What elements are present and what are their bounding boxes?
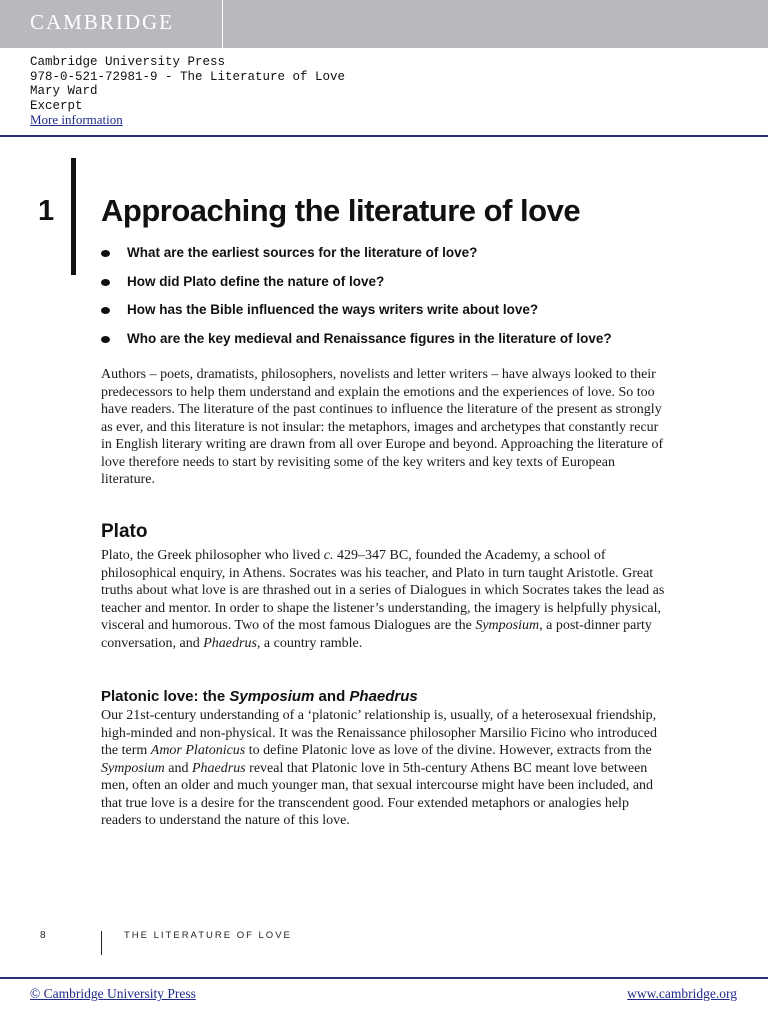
platonic-text-4: reveal that Platonic love in 5th-century Athens BC meant love between men, often an older and much younger man, that sexual intercourse might have been included, and that true love is a desire for the transcendent good. Four extended metaphors or analogies help readers to understand the nature of this love.: [101, 760, 654, 828]
intro-text: Authors – poets, dramatists, philosophers, novelists and letter writers – have always looked to their predecessors to help them understand and explain the emotions and the experiences of love. So too have readers. The literature of the past continues to influence the literature of the present as strongly as ever, and this literature is not insular: the metaphors, images and archetypes that constantly recur in English literary writing are drawn from all over Europe and beyond. Approaching the literature of love therefore needs to start by revisiting some of the key writers and key texts of European literature.: [101, 367, 664, 487]
author-name: Mary Ward: [30, 84, 98, 99]
platonic-love-heading: [101, 688, 418, 705]
plato-circa: c.: [323, 548, 334, 563]
question-text: What are the earliest sources for the literature of love?: [127, 245, 478, 260]
platonic-heading-phaedrus: Phaedrus: [349, 688, 418, 705]
platonic-paragraph: [101, 707, 671, 830]
platonic-text-1: Our 21st-century understanding of a ‘platonic’ relationship is, usually, of a heterosexual friendship, high-minded and non-physical. It was the Renaissance philosopher Marsilio Ficino who introduced the term: [101, 708, 658, 758]
plato-heading: Plato: [101, 521, 148, 542]
question-text: How did Plato define the nature of love?: [127, 273, 385, 289]
isbn-title: 978-0-521-72981-9 - The Literature of Love: [30, 69, 346, 84]
bullet-icon: [101, 336, 110, 343]
chapter-title: Approaching the literature of love: [101, 193, 581, 228]
question-item: [101, 300, 612, 329]
platonic-symposium: Symposium: [101, 760, 165, 776]
platonic-heading-text: Platonic love: the: [101, 688, 230, 705]
excerpt-label: Excerpt: [30, 98, 83, 113]
platonic-heading-and: and: [314, 688, 350, 705]
banner-divider: [222, 0, 223, 48]
running-title: THE LITERATURE OF LOVE: [124, 930, 292, 941]
platonic-text: [101, 707, 671, 830]
question-item: [101, 329, 612, 358]
bullet-icon: [101, 279, 110, 286]
platonic-heading-symposium: Symposium: [229, 688, 315, 705]
platonic-text-3: and: [164, 760, 192, 776]
footer-divider: [101, 931, 102, 955]
plato-text-3: , a post-dinner party conversation, and: [101, 618, 652, 651]
plato-text-4: a country ramble.: [260, 635, 363, 651]
more-information-link[interactable]: More information: [30, 112, 123, 128]
footer-rule: [0, 977, 768, 979]
plato-phaedrus: Phaedrus,: [203, 635, 261, 651]
page-number: 8: [40, 930, 46, 941]
publisher-name: Cambridge University Press: [30, 55, 226, 69]
website-link[interactable]: www.cambridge.org: [627, 986, 737, 1001]
question-item: [101, 272, 612, 301]
question-item: [101, 243, 612, 272]
question-text: How has the Bible influenced the ways writers write about love?: [127, 302, 539, 317]
platonic-text-2: to define Platonic love as love of the divine. However, extracts from the: [245, 743, 652, 758]
plato-paragraph: [101, 547, 671, 652]
copyright-link[interactable]: © Cambridge University Press: [30, 986, 196, 1001]
bullet-icon: [101, 307, 110, 314]
chapter-bar: [71, 158, 76, 275]
plato-text: [101, 547, 671, 652]
question-text: Who are the key medieval and Renaissance figures in the literature of love?: [127, 330, 612, 346]
bullet-icon: [101, 250, 110, 257]
cambridge-logo: CAMBRIDGE: [30, 10, 175, 34]
platonic-phaedrus: Phaedrus: [192, 760, 246, 776]
publisher-banner: [0, 0, 768, 48]
plato-symposium: Symposium: [475, 618, 540, 633]
plato-text-1: Plato, the Greek philosopher who lived: [101, 548, 324, 563]
header-rule: [0, 135, 768, 137]
intro-paragraph: [101, 366, 671, 489]
plato-text-2: 429–347 BC, founded the Academy, a school of philosophical enquiry, in Athens. Socrates was his teacher, and Plato in turn taught Aristotle. Great truths about what love is are thrashed out in a series of Dialogues in which Socrates takes the lead as teacher and mentor. In order to shape the listener’s understanding, the imagery is helpfully physical, visceral and humorous. Two of the most famous Dialogues are the: [101, 548, 665, 633]
platonic-amor: Amor Platonicus: [150, 743, 246, 758]
book-metadata: [30, 55, 345, 129]
chapter-questions: [101, 243, 612, 357]
chapter-number: 1: [38, 195, 55, 227]
